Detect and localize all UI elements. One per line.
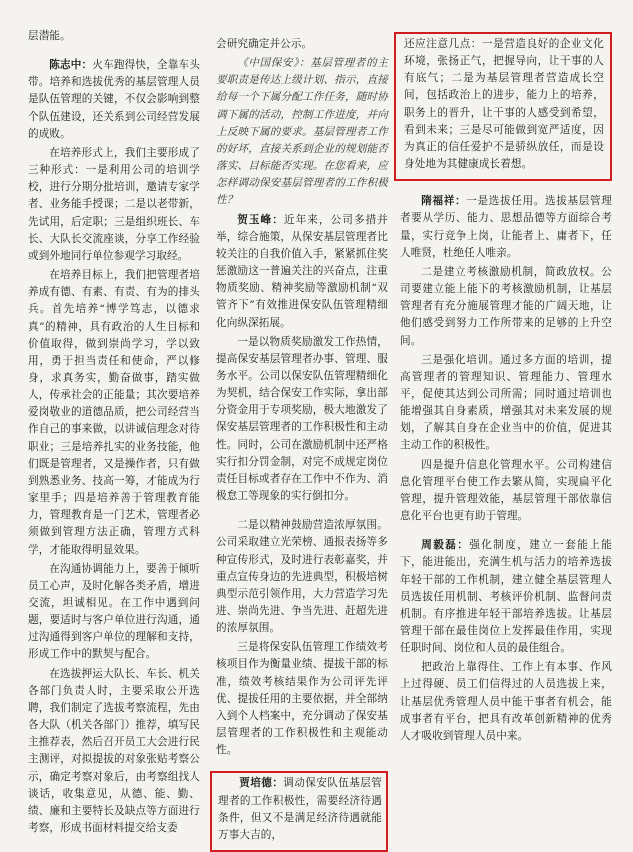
highlight-box-top <box>394 32 612 181</box>
speaker-name: 周毅磊： <box>421 539 470 552</box>
speaker-name: 贺玉峰： <box>237 213 284 226</box>
speaker-paragraph <box>400 537 612 657</box>
speaker-name: 陈志中： <box>49 59 93 72</box>
highlight-box-bottom <box>210 771 388 852</box>
paragraph: 二是以精神鼓励营造浓厚氛围。公司采取建立光荣榜、通报表扬等多种宣传形式，及时进行表彰嘉奖，并重点宣传身边的先进典型，积极培树典型示范引领作用，大力营造学习先进、崇尚先进、争当先进、赶超先进的浓厚氛围。 <box>216 519 388 635</box>
speaker-paragraph <box>216 212 388 332</box>
speaker-text: 强化制度，建立一套能上能下，能进能出，充满生机与活力的培养选拔年轻干部的工作机制，建立健全基层管理人员选拔任用机制、考核评价机制、监督问责机制。有序推进年轻干部培养选拔。让基层管理干部在最佳岗位上发挥最佳作用，实现任职时间、岗位和人员的最佳组合。 <box>400 539 612 655</box>
paragraph: 在培养目标上，我们把管理者培养成有德、有素、有责、有为的排头兵。首先培养“博学笃志，以德求真”的精神，具有政治的人生目标和价值取得，做到崇尚学习，学以致用，勇于担当责任和使命，严以修身，求真务实，勤奋做事，踏实做人，传承社会的正能量；其次要培养爱岗敬业的道德品质，把公司经营当作自己的事来做，以讲诚信理念对待职业；三是培养扎实的业务技能，他们既是管理者，又是操作者，只有做到熟悉业务、技高一筹，才能成为行家里手；四是培养善于管理教育能力，管理教育是一门艺术，管理者必须做到管理方法正确，管理方式科学，才能取得明显效果。 <box>28 269 200 556</box>
article-column-middle <box>216 36 388 852</box>
speaker-paragraph <box>400 193 612 262</box>
paragraph: 三是将保安队伍管理工作绩效考核项目作为衡量业绩、提拔干部的标准，绩效考核结果作为公司评先评优、提拔任用的主要依据，并全部纳入到个人档案中，充分调动了保安基层管理者的工作积极性和主观能动性。 <box>216 641 388 757</box>
paragraph: 还应注意几点：一是营造良好的企业文化环境，张扬正气，把握导向，让干事的人有底气；二是为基层管理者营造成长空间，包括政治上的进步，能力上的培养，职务上的晋升，让干事的人感受到希望，看到未来；三是尽可能做到宽严适度，因为真正的信任爱护不是骄纵放任，而是设身处地为其健康成长着想。 <box>404 38 604 171</box>
article-column-right <box>400 32 612 747</box>
paragraph: 在选拔押运大队长、车长、机关各部门负责人时，主要采取公开选聘，我们制定了选拔考察流程，先由各大队（机关各部门）推荐，填写民主推荐表，然后召开员工大会进行民主测评，对拟提拔的对象张贴考察公示，确定考察对象后，由考察组找人谈话，收集意见，从德、能、勤、绩、廉和主要特长及缺点等方面进行考察，形成书面材料提交给支委 <box>28 667 200 835</box>
speaker-text: 近年来，公司多措并举，综合施策，从保安基层管理者比较关注的自我价值入手，紧紧抓住奖惩激励这一普遍关注的兴奋点，注重物质奖励、精神奖励等激励机制“双管齐下”有效推进保安队伍管理精细化向纵深拓展。 <box>216 213 388 329</box>
speaker-paragraph <box>28 57 200 143</box>
speaker-paragraph <box>218 775 382 844</box>
paragraph: 在培养形式上，我们主要形成了三种形式：一是利用公司的培训学校，进行分期分批培训，邀请专家学者、业务能手授课；二是以老带新，先试用，后定职；三是组织班长、车长、大队长交流座谈，分享工作经验或到外地同行单位参观学习取经。 <box>28 146 200 262</box>
speaker-text: 一是选拔任用。选拔基层管理者要从学历、能力、思想品德等方面综合考量，实行竞争上岗，让能者上、庸者下，任人唯贤，杜绝任人唯亲。 <box>400 195 612 259</box>
paragraph: 会研究确定并公示。 <box>216 38 313 50</box>
paragraph: 在沟通协调能力上，要善于倾听员工心声，及时化解各类矛盾，增进交流，坦诚相见。在工作中遇到问题，要适时与客户单位进行沟通，通过沟通得到客户单位的理解和支持，形成工作中的默契与配合。 <box>28 562 200 661</box>
paragraph: 四是提升信息化管理水平。公司构建信息化管理平台使工作去繁从简，实现扁平化管理，提升管理效能，基层管理干部依靠信息化平台也更有助于管理。 <box>400 458 612 523</box>
paragraph: 把政治上靠得住、工作上有本事、作风上过得硬、员工们信得过的人员选拔上来，让基层优秀管理人员中能干事者有机会，能成事者有平台，把具有改革创新精神的优秀人才吸收到管理人员中来。 <box>400 661 612 742</box>
paragraph: 一是以物质奖励激发工作热情，提高保安基层管理者办事、管理、服务水平。公司以保安队伍管理精细化为契机，结合保安工作实际，拿出部分资金用于专项奖励，极大地激发了保安基层管理者的工作积极性和主动性。同时，公司在激励机制中还严格实行扣分罚金制，对完不成规定岗位责任目标或者存在工作中不作为、消极怠工等现象的实行倒扣分。 <box>216 335 388 503</box>
speaker-text: 调动保安队伍基层管理者的工作积极性，需要经济待遇条件，但又不是满足经济待遇就能万事大吉的， <box>218 777 382 841</box>
paragraph: 二是建立考核激励机制，简政放权。公司要建立能上能下的考核激励机制，让基层管理者有充分施展管理才能的广阔天地，让他们感受到努力工作所带来的足够的上升空间。 <box>400 265 612 347</box>
article-column-left <box>28 28 200 839</box>
speaker-text: 火车跑得快，全靠车头带。培养和选拔优秀的基层管理人员是队伍管理的关键，不仅会影响到整个队伍建设，还关系到公司经营发展的成败。 <box>28 59 201 140</box>
speaker-name: 隋福祥： <box>421 195 467 208</box>
speaker-name: 贾培德： <box>239 777 284 790</box>
paragraph: 三是强化培训。通过多方面的培训，提高管理者的管理知识、管理能力、管理水平，促使其达到公司所需；同时通过培训也能增强其自身素质，增强其对未来发展的规划，了解其自身在企业当中的价值，促进其主动工作的积极性。 <box>400 353 612 452</box>
paragraph: 层潜能。 <box>28 30 71 42</box>
interviewer-question: 《中国保安》：基层管理者的主要职责是传达上级计划、指示，直接给每一个下属分配工作任务，随时协调下属的活动，控制工作进度，并向上反映下属的要求。基层管理者工作的好坏，直接关系到企业的规划能否落实、目标能否实现。在您看来，应怎样调动保安基层管理者的工作积极性？ <box>216 57 388 207</box>
